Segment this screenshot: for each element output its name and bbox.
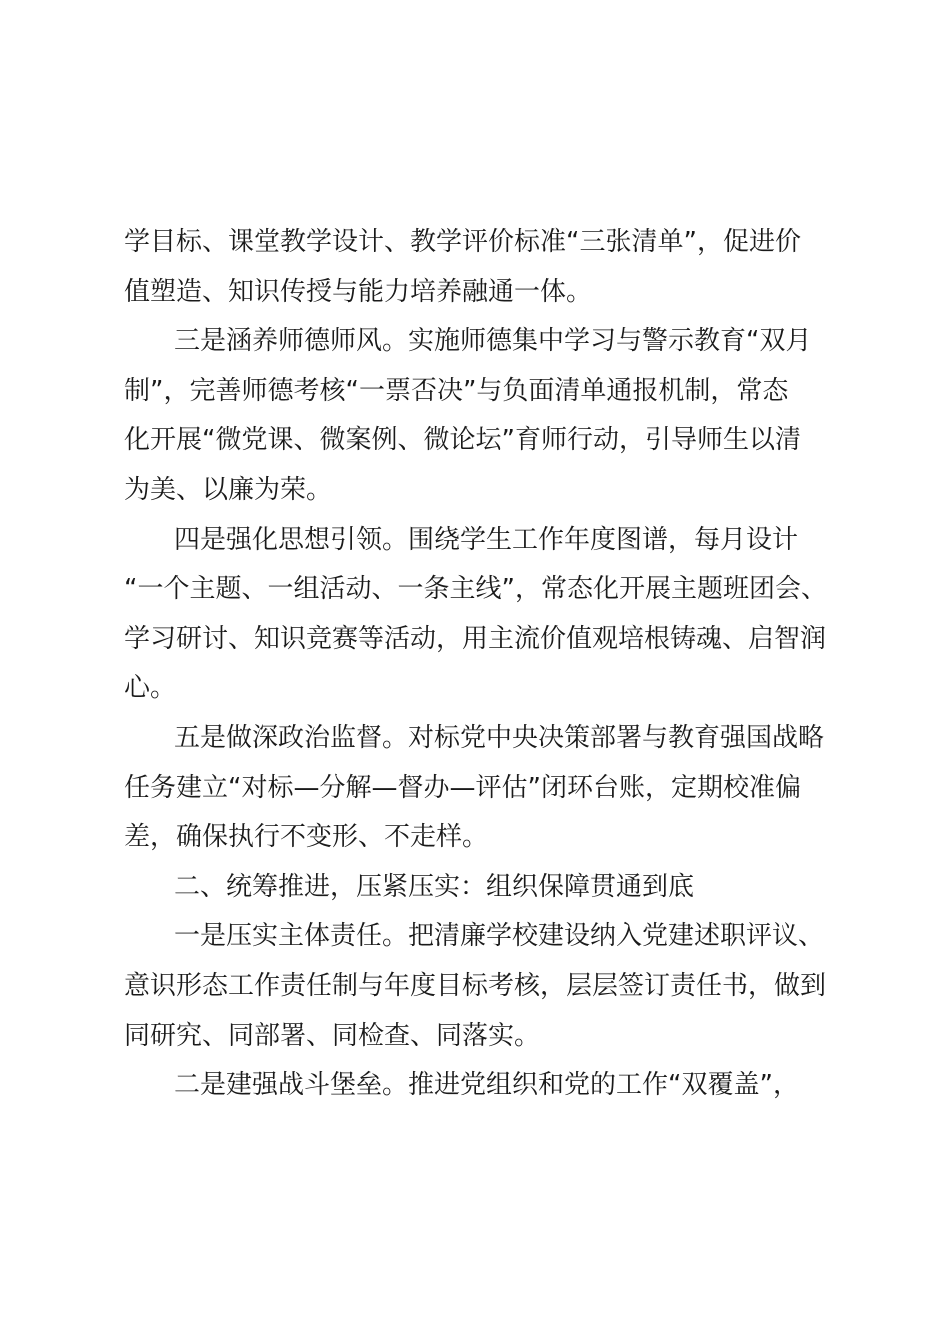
text-line: 学目标、课堂教学设计、教学评价标准“三张清单”，促进价 (124, 227, 801, 257)
paragraph-start-line: 一是压实主体责任。把清廉学校建设纳入党建述职评议、 (174, 921, 825, 952)
text-line: 差，确保执行不变形、不走样。 (124, 822, 489, 853)
section-heading: 二、统筹推进，压紧压实：组织保障贯通到底 (174, 871, 695, 902)
text-line: 制”，完善师德考核“一票否决”与负面清单通报机制，常态 (124, 375, 789, 406)
text-line: 为美、以廉为荣。 (124, 474, 333, 505)
text-line: 学习研讨、知识竞赛等活动，用主流价值观培根铸魂、启智润 (124, 623, 827, 654)
paragraph-start-line: 五是做深政治监督。对标党中央决策部署与教育强国战略 (174, 722, 825, 753)
text-line: 心。 (124, 673, 177, 704)
paragraph-start-line: 四是强化思想引领。围绕学生工作年度图谱，每月设计 (174, 524, 799, 555)
paragraph-start-line: 二是建强战斗堡垒。推进党组织和党的工作“双覆盖”， (174, 1070, 799, 1101)
text-line: 意识形态工作责任制与年度目标考核，层层签订责任书，做到 (124, 970, 827, 1001)
document-body (124, 218, 826, 1111)
text-line: 化开展“微党课、微案例、微论坛”育师行动，引导师生以清 (124, 425, 801, 456)
text-line: 同研究、同部署、同检查、同落实。 (124, 1020, 541, 1051)
text-line: “一个主题、一组活动、一条主线”，常态化开展主题班团会、 (124, 574, 827, 605)
text-line: 值塑造、知识传授与能力培养融通一体。 (124, 276, 593, 307)
paragraph-start-line: 三是涵养师德师风。实施师德集中学习与警示教育“双月 (174, 326, 812, 357)
text-line: 任务建立“对标—分解—督办—评估”闭环台账，定期校准偏 (124, 772, 801, 803)
